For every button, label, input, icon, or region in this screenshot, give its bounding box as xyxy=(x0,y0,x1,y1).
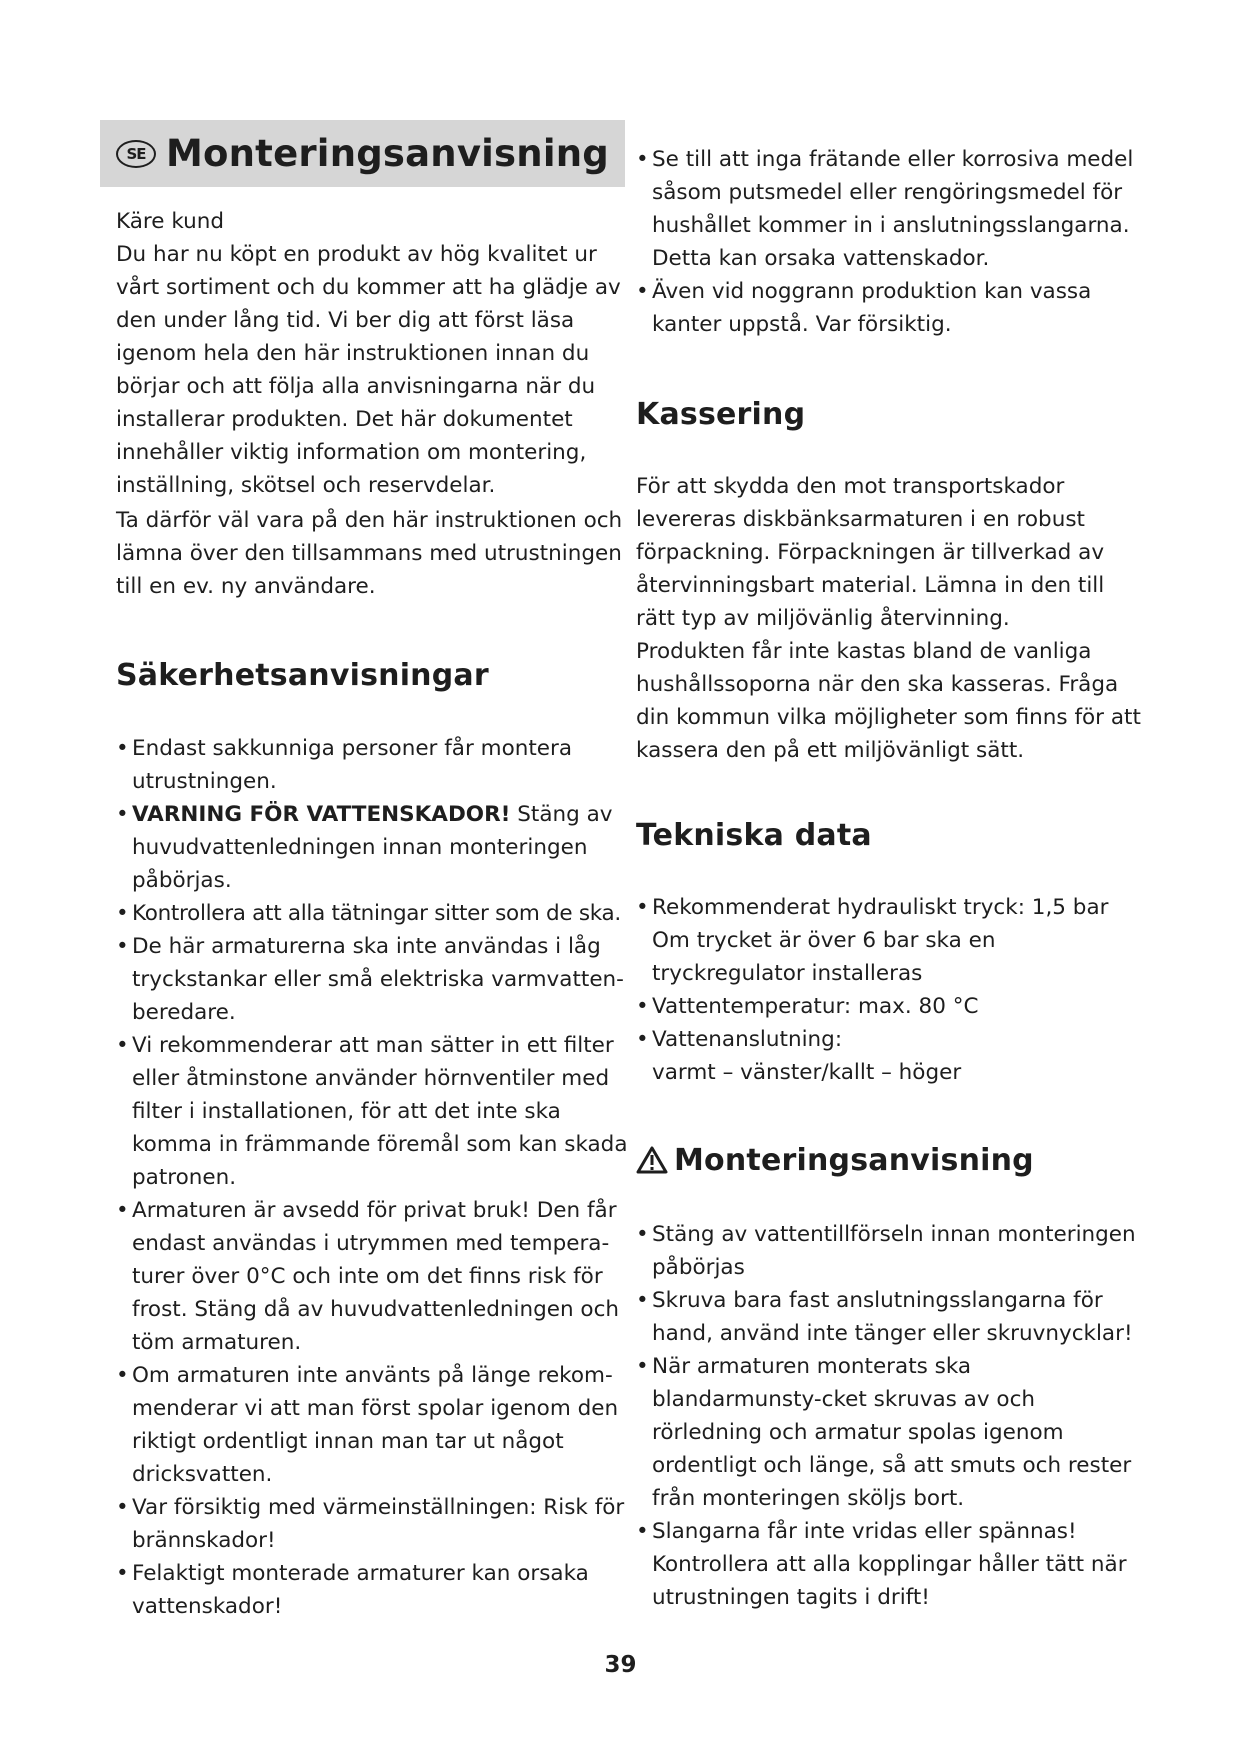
list-item: • Vi rekommenderar att man sätter in ett filter eller åtminstone använder hörnventiler med filter i installationen, för att det inte ska komma in främmande föremål som kan skada patronen. xyxy=(116,1029,628,1194)
list-item: • Se till att inga frätande eller korrosiva medel såsom putsmedel eller rengöringsmedel för hushållet kommer in i anslutningsslangarna. Detta kan orsaka vattenskador. xyxy=(636,143,1141,275)
safety-list xyxy=(116,732,628,1623)
list-item: • Slangarna får inte vridas eller spännas! Kontrollera att alla kopplingar håller tätt när utrustningen tagits i drift! xyxy=(636,1515,1141,1614)
list-item: • Felaktigt monterade armaturer kan orsaka vattenskador! xyxy=(116,1557,628,1623)
list-item xyxy=(636,1023,1141,1089)
disposal-heading: Kassering xyxy=(636,397,806,432)
intro-paragraph-1: Du har nu köpt en produkt av hög kvalitet ur vårt sortiment och du kommer att ha glädje av den under lång tid. Vi ber dig att först läsa igenom hela den här instruktionen innan du börjar och att följa alla anvisningarna när du installerar produkten. Det här dokumentet innehåller viktig information om montering, inställning, skötsel och reservdelar. xyxy=(116,242,621,498)
tech-heading: Tekniska data xyxy=(636,818,872,853)
tech-list xyxy=(636,891,1141,1089)
water-connection-label: Vattenanslutning: xyxy=(652,1027,843,1052)
list-item: • Kontrollera att alla tätningar sitter som de ska. xyxy=(116,897,628,930)
list-item xyxy=(116,798,628,897)
list-item: • Skruva bara fast anslutningsslangarna för hand, använd inte tänger eller skruvnycklar! xyxy=(636,1284,1141,1350)
language-badge: SE xyxy=(116,140,156,168)
mounting-list xyxy=(636,1218,1141,1614)
list-item: • Om armaturen inte använts på länge rekom-menderar vi att man först spolar igenom den riktigt ordentligt innan man tar ut något dricksvatten. xyxy=(116,1359,628,1491)
water-connection-value: varmt – vänster/kallt – höger xyxy=(652,1060,962,1085)
disposal-paragraph-1: För att skydda den mot transportskador levereras diskbänksarmaturen i en robust förpackning. Förpackningen är tillverkad av återvinningsbart material. Lämna in den till rätt typ av miljövänlig återvinning. xyxy=(636,474,1105,631)
list-item: • De här armaturerna ska inte användas i låg tryckstankar eller små elektriska varmvatten-beredare. xyxy=(116,930,628,1029)
list-item: • Vattentemperatur: max. 80 °C xyxy=(636,990,1141,1023)
list-item: • Armaturen är avsedd för privat bruk! Den får endast användas i utrymmen med tempera-turer över 0°C och inte om det finns risk för frost. Stäng då av huvudvattenledningen och töm armaturen. xyxy=(116,1194,628,1359)
page-title: Monteringsanvisning xyxy=(166,132,609,175)
intro-greeting: Käre kund xyxy=(116,209,225,234)
list-item: • Var försiktig med värmeinställningen: Risk för brännskador! xyxy=(116,1491,628,1557)
warning-rest: Stäng av huvudvattenledningen innan monteringen påbörjas. xyxy=(132,802,613,893)
list-item: • Stäng av vattentillförseln innan monteringen påbörjas xyxy=(636,1218,1141,1284)
section-title-bar xyxy=(100,120,625,187)
page-number: 39 xyxy=(604,1652,637,1678)
safety-list-continued xyxy=(636,143,1141,341)
safety-heading: Säkerhetsanvisningar xyxy=(116,658,489,693)
list-item: • Även vid noggrann produktion kan vassa kanter uppstå. Var försiktig. xyxy=(636,275,1141,341)
list-item: • Endast sakkunniga personer får montera utrustningen. xyxy=(116,732,628,798)
disposal-paragraph-2: Produkten får inte kastas bland de vanliga hushållssoporna när den ska kasseras. Fråga din kommun vilka möjligheter som finns för att kassera den på ett miljövänligt sätt. xyxy=(636,639,1141,763)
intro-paragraph-2: Ta därför väl vara på den här instruktionen och lämna över den tillsammans med utrustningen till en ev. ny användare. xyxy=(116,508,623,599)
list-item: • Rekommenderat hydrauliskt tryck: 1,5 bar Om trycket är över 6 bar ska en tryckregulator installeras xyxy=(636,891,1141,990)
list-item: • När armaturen monterats ska blandarmunsty-cket skruvas av och rörledning och armatur spolas igenom ordentligt och länge, så att smuts och rester från monteringen sköljs bort. xyxy=(636,1350,1141,1515)
warning-icon xyxy=(636,1146,668,1174)
warning-text: VARNING FÖR VATTENSKADOR! xyxy=(132,802,511,827)
mounting-heading-text: Monteringsanvisning xyxy=(674,1143,1034,1178)
mounting-heading xyxy=(636,1143,1034,1178)
